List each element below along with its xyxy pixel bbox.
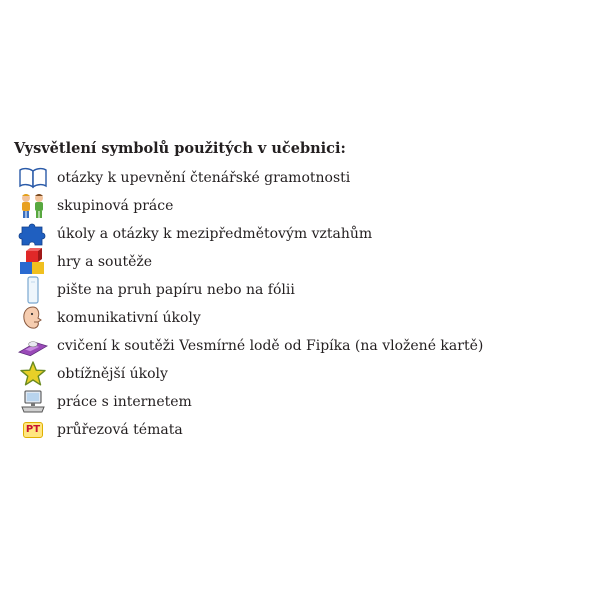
legend-item-label: cvičení k soutěži Vesmírné lodě od Fipíka (na vložené kartě)	[57, 338, 484, 354]
group-of-children-icon	[18, 192, 48, 220]
legend-item-label: úkoly a otázky k mezipředmětovým vztahům	[57, 226, 373, 242]
legend-item-label: otázky k upevnění čtenářské gramotnosti	[57, 170, 351, 186]
legend-item-reading-literacy	[14, 164, 351, 192]
legend-item-internet	[14, 388, 346, 416]
legend-title: Vysvětlení symbolů použitých v učebnici:	[14, 140, 346, 157]
toy-blocks-icon	[18, 248, 48, 276]
legend-item-cross-cutting-themes	[14, 416, 346, 444]
legend-item-label: hry a soutěže	[57, 254, 153, 270]
legend-item-spaceship-contest	[14, 332, 484, 360]
legend-item-harder-tasks	[14, 360, 346, 388]
legend-item-label: práce s internetem	[57, 394, 192, 410]
legend-item-label: komunikativní úkoly	[57, 310, 201, 326]
legend-item-cross-curricular	[14, 220, 373, 248]
symbol-legend	[14, 140, 484, 444]
legend-item-games	[14, 248, 346, 276]
legend-item-label: průřezová témata	[57, 422, 183, 438]
computer-icon	[18, 388, 48, 416]
talking-face-icon	[18, 304, 48, 332]
open-book-icon	[18, 164, 48, 192]
spaceship-icon	[18, 332, 48, 360]
pt-badge-text: PT	[23, 422, 43, 438]
legend-item-group-work	[14, 192, 346, 220]
puzzle-piece-icon	[18, 220, 48, 248]
paper-strip-icon	[18, 276, 48, 304]
pt-badge-icon	[18, 416, 48, 444]
legend-item-label: pište na pruh papíru nebo na fólii	[57, 282, 295, 298]
legend-item-paper-strip	[14, 276, 346, 304]
star-icon	[18, 360, 48, 388]
legend-item-label: obtížnější úkoly	[57, 366, 168, 382]
legend-item-label: skupinová práce	[57, 198, 174, 214]
legend-item-communicative	[14, 304, 346, 332]
